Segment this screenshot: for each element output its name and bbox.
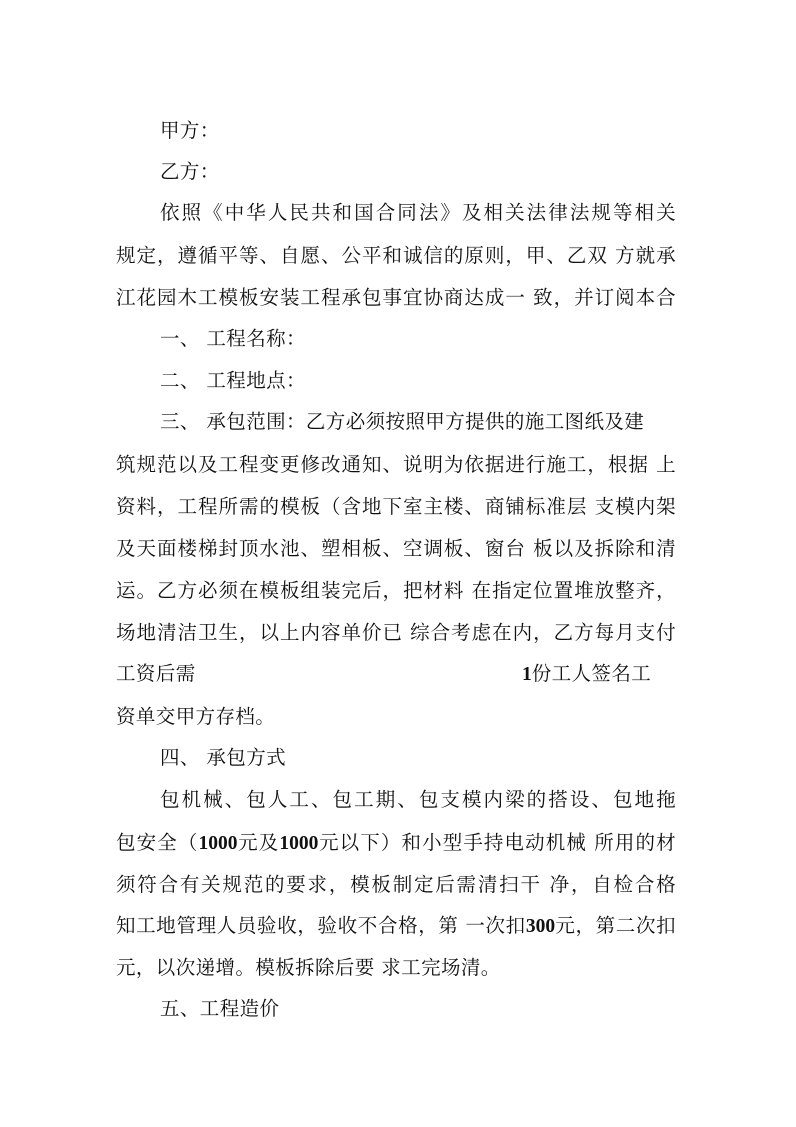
intro-line-3: 江花园木工模板安装工程承包事宜协商达成一 致，并订阅本合 — [116, 286, 676, 309]
section-3-wage-left: 工资后需 — [116, 662, 196, 685]
section-4-line-3: 须符合有关规范的要求，模板制定后需清扫干 净，自检合格 — [116, 873, 676, 896]
s4-l2-a: 包安全（ — [116, 831, 199, 854]
section-3-wage-right — [522, 661, 651, 688]
section-4-line-1: 包机械、包人工、包工期、包支模内梁的搭设、包地拖 — [160, 788, 676, 811]
section-3-last-line: 资单交甲方存档。 — [116, 705, 276, 728]
wage-copies-number: 1 — [522, 664, 532, 685]
party-a-line: 甲方： — [160, 119, 220, 142]
s4-l4-n1: 300 — [525, 916, 556, 937]
section-1-project-name: 一、 工程名称： — [160, 327, 306, 350]
s4-l2-n2: 1000 — [279, 833, 319, 854]
section-3-line-1: 筑规范以及工程变更修改通知、说明为依据进行施工，根据 上 — [116, 453, 676, 476]
section-3-line-2: 资料，工程所需的模板（含地下室主楼、商铺标准层 支模内架 — [116, 495, 676, 518]
section-4-heading: 四、 承包方式 — [160, 746, 286, 769]
party-b-line: 乙方： — [160, 160, 220, 183]
section-3-line-5: 场地清洁卫生，以上内容单价已 综合考虑在内，乙方每月支付 — [116, 621, 676, 644]
section-3-line-4: 运。乙方必须在模板组装完后，把材料 在指定位置堆放整齐， — [116, 579, 676, 602]
s4-l4-b: 元，第二次扣 — [555, 914, 676, 937]
intro-line-1: 依照《中华人民共和国合同法》及相关法律法规等相关 — [160, 201, 676, 224]
intro-line-2: 规定，遵循平等、自愿、公平和诚信的原则，甲、乙双 方就承 — [116, 244, 676, 267]
s4-l4-a: 知工地管理人员验收，验收不合格，第 一次扣 — [116, 914, 526, 937]
section-4-line-2 — [116, 830, 676, 856]
section-3-heading: 三、 承包范围：乙方必须按照甲方提供的施工图纸及建 — [160, 410, 645, 433]
s4-l2-n1: 1000 — [198, 833, 238, 854]
section-4-line-4 — [116, 913, 676, 939]
s4-l2-b: 元及 — [237, 831, 280, 854]
section-5-heading: 五、工程造价 — [160, 997, 280, 1020]
section-2-project-location: 二、 工程地点： — [160, 369, 306, 392]
section-4-line-5: 元，以次递增。模板拆除后要 求工完场清。 — [116, 956, 501, 979]
s4-l2-c: 元以下）和小型手持电动机械 所用的材 — [318, 831, 676, 854]
section-3-line-3: 及天面楼梯封顶水池、塑相板、空调板、窗台 板以及拆除和清 — [116, 537, 676, 560]
wage-right-text: 份工人签名工 — [531, 662, 652, 685]
